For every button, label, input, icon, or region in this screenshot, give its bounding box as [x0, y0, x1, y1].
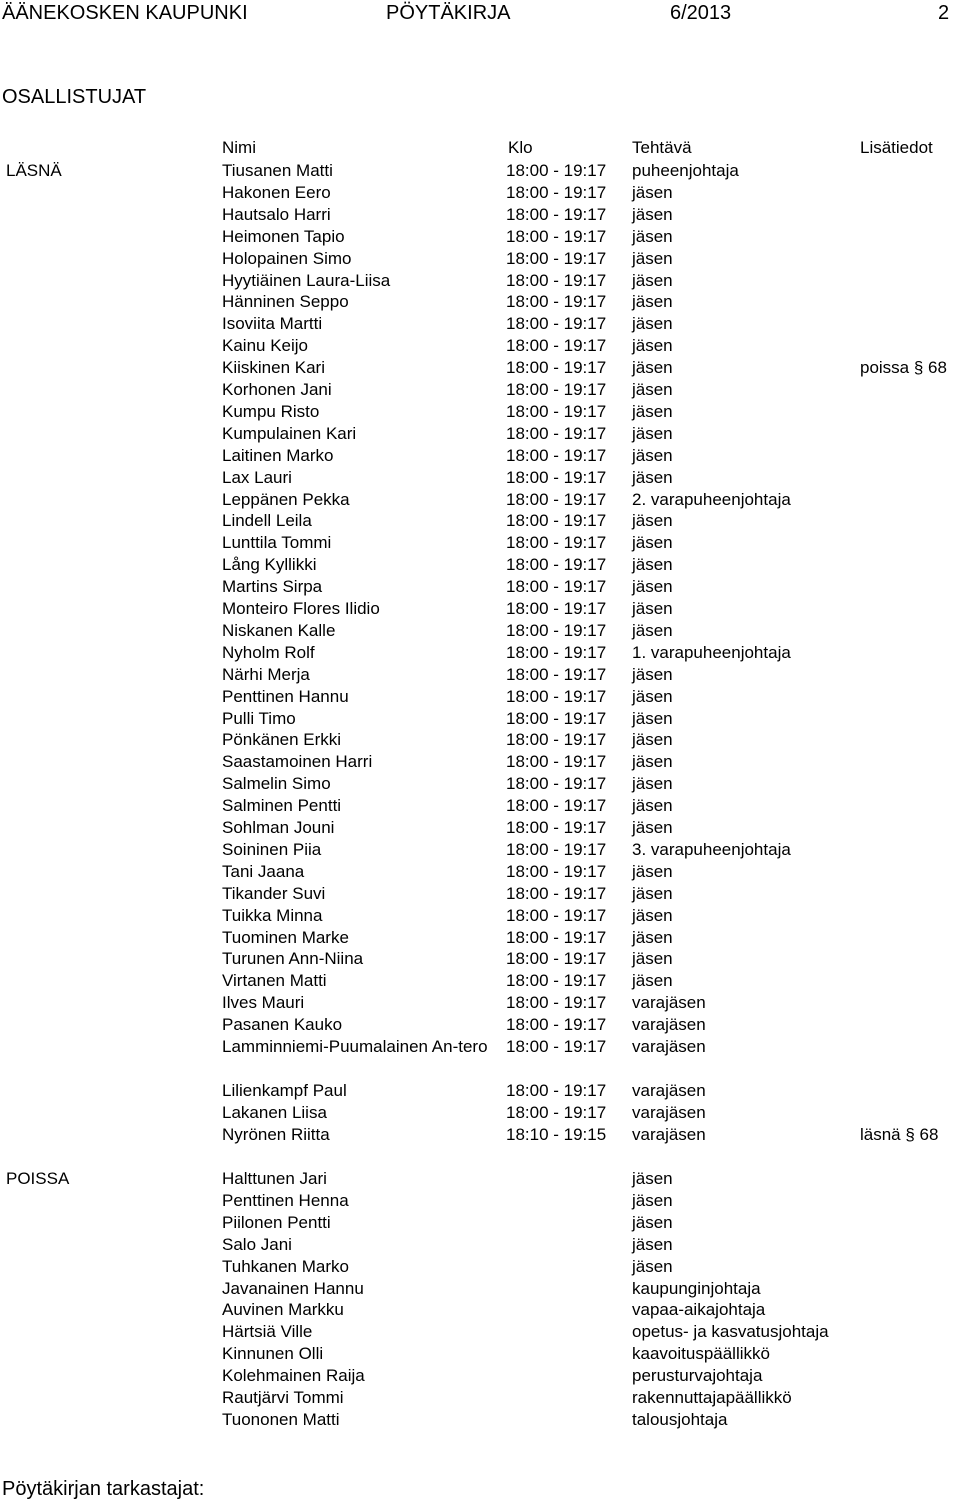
participant-role: jäsen	[632, 905, 673, 925]
participant-role: jäsen	[632, 1256, 673, 1276]
participant-role: puheenjohtaja	[632, 161, 739, 180]
table-row	[0, 817, 960, 839]
participant-role: jäsen	[632, 1212, 673, 1232]
participant-name: Hyytiäinen Laura-Liisa	[222, 270, 391, 290]
participant-name: Nyrönen Riitta	[222, 1124, 330, 1144]
participant-time: 18:00 - 19:17	[506, 774, 607, 794]
participant-role: jäsen	[632, 774, 673, 794]
participant-name: Närhi Merja	[222, 664, 310, 684]
table-row	[0, 664, 960, 686]
participant-role: jäsen	[632, 511, 673, 531]
participant-role: jäsen	[632, 1234, 673, 1254]
participant-time: 18:10 - 19:15	[506, 1124, 607, 1144]
participant-role: jäsen	[632, 182, 673, 202]
participant-name: Pasanen Kauko	[222, 1015, 343, 1035]
participant-time: 18:00 - 19:17	[506, 292, 607, 312]
column-headers	[0, 138, 960, 160]
participant-role: perusturvajohtaja	[632, 1366, 763, 1386]
participant-name: Penttinen Hannu	[222, 686, 349, 706]
participant-name: Turunen Ann-Niina	[222, 949, 364, 969]
participant-role: jäsen	[632, 927, 673, 947]
participant-name: Halttunen Jari	[222, 1169, 327, 1188]
participant-name: Lilienkampf Paul	[222, 1080, 347, 1100]
participant-name: Tuikka Minna	[222, 905, 323, 925]
participant-time: 18:00 - 19:17	[506, 1102, 607, 1122]
participant-name: Saastamoinen Harri	[222, 752, 373, 772]
participant-name: Härtsiä Ville	[222, 1322, 313, 1342]
participant-name: Hakonen Eero	[222, 182, 331, 202]
document-type: PÖYTÄKIRJA	[386, 2, 511, 24]
participant-name: Kolehmainen Raija	[222, 1366, 365, 1386]
participant-name: Leppänen Pekka	[222, 489, 350, 509]
participant-role: jäsen	[632, 708, 673, 728]
table-row	[0, 1102, 960, 1124]
table-row	[0, 379, 960, 401]
participant-name: Lindell Leila	[222, 511, 312, 531]
participant-name: Nyholm Rolf	[222, 642, 315, 662]
participant-role: jäsen	[632, 883, 673, 903]
participant-time: 18:00 - 19:17	[506, 270, 607, 290]
table-row	[0, 729, 960, 751]
participant-name: Pulli Timo	[222, 708, 296, 728]
table-row	[0, 905, 960, 927]
footer-inspectors-label: Pöytäkirjan tarkastajat:	[2, 1478, 205, 1500]
table-row	[0, 1409, 960, 1431]
participant-role: jäsen	[632, 752, 673, 772]
table-row	[0, 620, 960, 642]
table-row	[0, 335, 960, 357]
table-row	[0, 839, 960, 861]
participant-time: 18:00 - 19:17	[506, 533, 607, 553]
participant-time: 18:00 - 19:17	[506, 467, 607, 487]
participant-name: Soininen Piia	[222, 839, 322, 859]
participant-time: 18:00 - 19:17	[506, 380, 607, 399]
participant-name: Penttinen Henna	[222, 1190, 349, 1210]
group-label-absent: POISSA	[6, 1169, 70, 1188]
participant-time: 18:00 - 19:17	[506, 620, 607, 640]
participant-time: 18:00 - 19:17	[506, 336, 607, 356]
participant-role: varajäsen	[632, 1102, 706, 1122]
column-header-time: Klo	[508, 138, 533, 157]
participant-name: Niskanen Kalle	[222, 620, 336, 640]
table-row	[0, 357, 960, 379]
table-row	[0, 1168, 960, 1190]
participant-role: jäsen	[632, 423, 673, 443]
participant-role: jäsen	[632, 204, 673, 224]
table-row	[0, 1278, 960, 1300]
participant-time: 18:00 - 19:17	[506, 226, 607, 246]
participant-time: 18:00 - 19:17	[506, 861, 607, 881]
participant-time: 18:00 - 19:17	[506, 1037, 607, 1056]
participant-time: 18:00 - 19:17	[506, 796, 607, 816]
table-row	[0, 182, 960, 204]
participant-name: Korhonen Jani	[222, 380, 332, 399]
participant-name: Kumpulainen Kari	[222, 423, 357, 443]
table-row	[0, 1299, 960, 1321]
participant-role: jäsen	[632, 620, 673, 640]
table-row	[0, 160, 960, 182]
participant-role: varajäsen	[632, 993, 706, 1013]
participant-time: 18:00 - 19:17	[506, 161, 607, 180]
participant-name: Virtanen Matti	[222, 971, 327, 991]
table-row	[0, 401, 960, 423]
participant-time: 18:00 - 19:17	[506, 445, 607, 465]
table-row	[0, 1190, 960, 1212]
participant-name: Tuominen Marke	[222, 927, 349, 947]
participant-role: jäsen	[632, 292, 673, 312]
participant-name: Laitinen Marko	[222, 445, 334, 465]
participant-time: 18:00 - 19:17	[506, 489, 607, 509]
participant-name: Javanainen Hannu	[222, 1278, 364, 1298]
participant-role: kaupunginjohtaja	[632, 1278, 761, 1298]
participant-time: 18:00 - 19:17	[506, 839, 607, 859]
table-row	[0, 883, 960, 905]
participant-time: 18:00 - 19:17	[506, 905, 607, 925]
table-row	[0, 270, 960, 292]
participant-name: Kiiskinen Kari	[222, 358, 325, 378]
table-row	[0, 1321, 960, 1343]
participant-time: 18:00 - 19:17	[506, 818, 607, 837]
section-title: OSALLISTUJAT	[2, 86, 147, 108]
participant-name: Pönkänen Erkki	[222, 730, 342, 750]
participant-name: Salminen Pentti	[222, 796, 342, 816]
participant-time: 18:00 - 19:17	[506, 642, 607, 662]
table-row	[0, 204, 960, 226]
participant-name: Isoviita Martti	[222, 314, 323, 334]
participant-extra-info: poissa § 68	[860, 358, 947, 378]
participant-role: varajäsen	[632, 1080, 706, 1100]
table-row	[0, 1387, 960, 1409]
participant-role: jäsen	[632, 599, 673, 618]
table-row	[0, 1234, 960, 1256]
table-row	[0, 861, 960, 883]
participant-name: Kainu Keijo	[222, 336, 309, 356]
participant-role: jäsen	[632, 861, 673, 881]
participant-role: 3. varapuheenjohtaja	[632, 839, 791, 859]
participant-role: jäsen	[632, 314, 673, 334]
participant-time: 18:00 - 19:17	[506, 248, 607, 268]
table-row	[0, 1365, 960, 1387]
participant-role: jäsen	[632, 555, 673, 575]
table-row	[0, 708, 960, 730]
table-row	[0, 1343, 960, 1365]
table-row	[0, 313, 960, 335]
participant-role: jäsen	[632, 971, 673, 991]
participant-role: jäsen	[632, 577, 673, 597]
column-header-role: Tehtävä	[632, 138, 692, 157]
participant-role: kaavoituspäällikkö	[632, 1344, 770, 1364]
participant-time: 18:00 - 19:17	[506, 182, 607, 202]
participant-name: Ilves Mauri	[222, 993, 305, 1013]
participant-name: Lakanen Liisa	[222, 1102, 327, 1122]
participant-role: vapaa-aikajohtaja	[632, 1300, 766, 1320]
participant-role: opetus- ja kasvatusjohtaja	[632, 1322, 829, 1342]
participant-role: talousjohtaja	[632, 1409, 728, 1429]
participant-time: 18:00 - 19:17	[506, 204, 607, 224]
participant-role: jäsen	[632, 664, 673, 684]
participant-time: 18:00 - 19:17	[506, 511, 607, 531]
participant-name: Salo Jani	[222, 1234, 292, 1254]
participant-name: Martins Sirpa	[222, 577, 323, 597]
participant-name: Monteiro Flores Ilidio	[222, 599, 380, 618]
table-row	[0, 1014, 960, 1036]
participant-name: Rautjärvi Tommi	[222, 1388, 344, 1407]
table-row	[0, 423, 960, 445]
participant-role: varajäsen	[632, 1015, 706, 1035]
participant-role: jäsen	[632, 336, 673, 356]
participant-role: jäsen	[632, 401, 673, 421]
participant-time: 18:00 - 19:17	[506, 599, 607, 618]
participant-name: Lamminniemi-Puumalainen An-tero	[222, 1037, 488, 1056]
participant-time: 18:00 - 19:17	[506, 686, 607, 706]
participant-role: jäsen	[632, 248, 673, 268]
participant-role: jäsen	[632, 949, 673, 969]
participant-name: Kumpu Risto	[222, 401, 320, 421]
group-label-present: LÄSNÄ	[6, 161, 62, 180]
participant-role: jäsen	[632, 467, 673, 487]
table-row	[0, 489, 960, 511]
participant-name: Lunttila Tommi	[222, 533, 332, 553]
table-row	[0, 686, 960, 708]
participant-name: Heimonen Tapio	[222, 226, 345, 246]
participant-role: jäsen	[632, 270, 673, 290]
participant-time: 18:00 - 19:17	[506, 555, 607, 575]
participant-extra-info: läsnä § 68	[860, 1124, 939, 1144]
participant-time: 18:00 - 19:17	[506, 577, 607, 597]
participant-time: 18:00 - 19:17	[506, 1015, 607, 1035]
document-number: 6/2013	[670, 2, 732, 24]
participant-time: 18:00 - 19:17	[506, 949, 607, 969]
organization-name: ÄÄNEKOSKEN KAUPUNKI	[2, 2, 248, 24]
participant-name: Tikander Suvi	[222, 883, 326, 903]
participant-role: jäsen	[632, 358, 673, 378]
participant-role: rakennuttajapäällikkö	[632, 1388, 792, 1407]
column-header-name: Nimi	[222, 138, 256, 157]
table-row	[0, 992, 960, 1014]
participant-role: jäsen	[632, 1169, 673, 1188]
participant-role: jäsen	[632, 1190, 673, 1210]
table-row	[0, 795, 960, 817]
participant-role: jäsen	[632, 226, 673, 246]
participant-time: 18:00 - 19:17	[506, 993, 607, 1013]
participant-name: Lax Lauri	[222, 467, 292, 487]
participant-role: jäsen	[632, 533, 673, 553]
table-row	[0, 445, 960, 467]
participant-time: 18:00 - 19:17	[506, 1080, 607, 1100]
participant-name: Tani Jaana	[222, 861, 305, 881]
table-row	[0, 576, 960, 598]
page-header	[0, 0, 960, 30]
participant-time: 18:00 - 19:17	[506, 401, 607, 421]
participant-role: jäsen	[632, 818, 673, 837]
table-row	[0, 1036, 960, 1080]
participant-name: Auvinen Markku	[222, 1300, 344, 1320]
participant-name: Sohlman Jouni	[222, 818, 335, 837]
participant-time: 18:00 - 19:17	[506, 883, 607, 903]
table-row	[0, 927, 960, 949]
participant-name: Hänninen Seppo	[222, 292, 349, 312]
table-row	[0, 226, 960, 248]
participant-time: 18:00 - 19:17	[506, 664, 607, 684]
participant-role: varajäsen	[632, 1124, 706, 1144]
table-row	[0, 948, 960, 970]
table-row	[0, 510, 960, 532]
table-row	[0, 773, 960, 795]
table-row	[0, 642, 960, 664]
table-row	[0, 1080, 960, 1102]
participant-time: 18:00 - 19:17	[506, 730, 607, 750]
table-row	[0, 751, 960, 773]
participant-time: 18:00 - 19:17	[506, 314, 607, 334]
table-row	[0, 1124, 960, 1146]
participant-role: 2. varapuheenjohtaja	[632, 489, 791, 509]
table-row	[0, 1212, 960, 1234]
table-row	[0, 532, 960, 554]
table-row	[0, 248, 960, 270]
participant-name: Hautsalo Harri	[222, 204, 331, 224]
table-row	[0, 970, 960, 992]
participant-role: jäsen	[632, 796, 673, 816]
table-row	[0, 467, 960, 489]
participant-name: Salmelin Simo	[222, 774, 331, 794]
participant-name: Tuhkanen Marko	[222, 1256, 349, 1276]
participant-time: 18:00 - 19:17	[506, 927, 607, 947]
participant-role: jäsen	[632, 686, 673, 706]
table-row	[0, 1256, 960, 1278]
participant-role: 1. varapuheenjohtaja	[632, 642, 791, 662]
column-header-extra: Lisätiedot	[860, 138, 933, 157]
participant-name: Tuononen Matti	[222, 1409, 340, 1429]
participant-time: 18:00 - 19:17	[506, 971, 607, 991]
participant-time: 18:00 - 19:17	[506, 358, 607, 378]
participant-name: Piilonen Pentti	[222, 1212, 331, 1232]
participant-role: jäsen	[632, 445, 673, 465]
participant-role: varajäsen	[632, 1037, 706, 1056]
participant-time: 18:00 - 19:17	[506, 752, 607, 772]
participant-role: jäsen	[632, 730, 673, 750]
page-number: 2	[938, 2, 950, 24]
participant-name: Lång Kyllikki	[222, 555, 317, 575]
participant-role: jäsen	[632, 380, 673, 399]
participant-name: Kinnunen Olli	[222, 1344, 324, 1364]
table-row	[0, 291, 960, 313]
participant-name: Tiusanen Matti	[222, 161, 333, 180]
participant-time: 18:00 - 19:17	[506, 423, 607, 443]
table-row	[0, 598, 960, 620]
participant-time: 18:00 - 19:17	[506, 708, 607, 728]
participant-name: Holopainen Simo	[222, 248, 352, 268]
table-row	[0, 554, 960, 576]
